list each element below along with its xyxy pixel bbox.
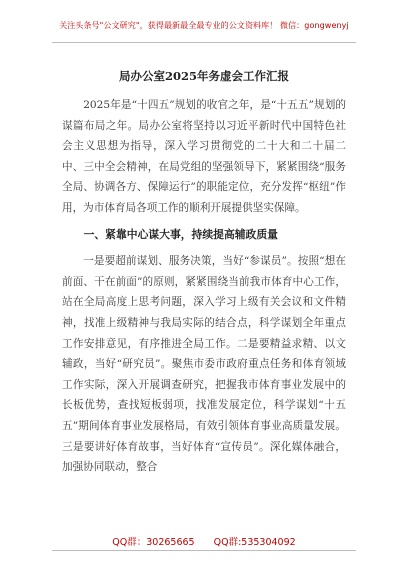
intro-paragraph: 2025年是“十四五”规划的收官之年，是“十五五”规划的谋篇布局之年。局办公室将坚持以习近平新时代中国特色社会主义思想为指导，深入学习贯彻党的二十大和二十届二中、三中全会精神，在局党组的坚强领导下，紧紧围绕“服务全局、协调各方、保障运行”的职能定位，充分发挥“枢纽”作用，为市体育局各项工作的顺利开展提供坚实保障。 [62, 99, 346, 214]
section-paragraph: 一是要超前谋划、服务决策，当好“参谋员”。按照“想在前面、干在前面”的原则，紧紧围绕当前我市体育中心工作，站在全局高度上思考问题，深入学习上级有关会议和文件精神，找准上级精神与我局实际的结合点，科学谋划全年重点工作安排意见，有序推进全局工作。二是要精益求精、以文辅政，当好“研究员”。聚焦市委市政府重点任务和体育领域工作实际，深入开展调查研究，把握我市体育事业发展中的长板优势，查找短板弱项，找准发展定位，科学谋划“十五五”期间体育事业发展格局，有效引领体育事业高质量发展。三是要讲好体育故事，当好体育“宣传员”。深化媒体融合，加强协同联动，整合 [62, 255, 346, 474]
header-divider [52, 42, 356, 43]
footer-divider [52, 550, 356, 551]
footer-qq-group-2: QQ群:535304092 [213, 537, 296, 548]
footer-qq-group-1: QQ群：30265665 [112, 537, 195, 548]
document-body [62, 95, 346, 478]
document-title: 局办公室2025年务虚会工作汇报 [118, 69, 289, 83]
footer [0, 534, 408, 548]
header-banner: 关注头条号"公文研究"，获得最新最全最专业的公文资料库！ 微信：gongwenyj [59, 21, 349, 30]
section-heading: 一、紧靠中心谋大事，持续提高辅政质量 [83, 227, 278, 241]
